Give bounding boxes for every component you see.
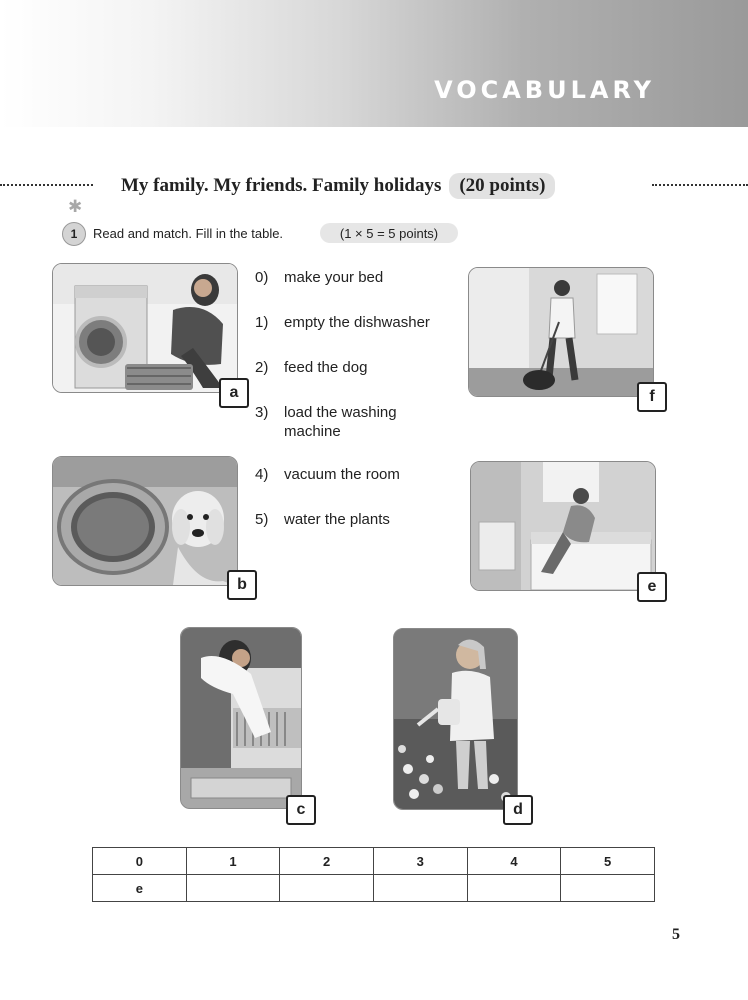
answer-table [92, 847, 655, 902]
table-header-row [93, 848, 655, 875]
item-text: load the washing [284, 404, 397, 421]
table-answer-cell[interactable] [280, 875, 374, 902]
table-answer-cell[interactable] [467, 875, 561, 902]
table-answer-cell[interactable] [373, 875, 467, 902]
photo-label-e: e [637, 572, 667, 602]
item-text: empty the dishwasher [284, 314, 430, 331]
page-number: 5 [672, 926, 680, 943]
section-title [121, 173, 555, 199]
list-item [255, 358, 367, 377]
header-band [0, 0, 748, 127]
table-header-cell: 2 [280, 848, 374, 875]
section-points: (20 points) [449, 173, 555, 199]
section-title-text: My family. My friends. Family holidays [121, 175, 442, 196]
list-item [255, 268, 383, 287]
divider-right [652, 184, 748, 186]
item-text: water the plants [284, 511, 390, 528]
item-number: 5) [255, 511, 269, 528]
divider-left [0, 184, 93, 186]
table-answer-cell[interactable] [561, 875, 655, 902]
list-item [255, 465, 400, 484]
photo-washing-machine [52, 263, 238, 393]
asterisk-icon: ✱ [68, 197, 83, 216]
table-answer-row [93, 875, 655, 902]
table-header-cell: 0 [93, 848, 187, 875]
exercise-number: 1 [62, 222, 86, 246]
photo-label-b: b [227, 570, 257, 600]
exercise-instruction: Read and match. Fill in the table. [93, 226, 284, 241]
table-header-cell: 1 [186, 848, 280, 875]
item-text: make your bed [284, 269, 384, 286]
item-text: feed the dog [284, 359, 368, 376]
photo-label-d: d [503, 795, 533, 825]
list-item [255, 510, 390, 529]
photo-label-a: a [219, 378, 249, 408]
table-answer-cell[interactable] [186, 875, 280, 902]
photo-watering-plants [393, 628, 518, 810]
photo-dog [52, 456, 238, 586]
table-header-cell: 5 [561, 848, 655, 875]
page-title: VOCABULARY [434, 76, 655, 104]
table-header-cell: 4 [467, 848, 561, 875]
list-item [255, 313, 430, 332]
photo-vacuum [468, 267, 654, 397]
item-number: 2) [255, 359, 269, 376]
exercise-score: (1 × 5 = 5 points) [320, 223, 458, 243]
item-number: 1) [255, 314, 269, 331]
list-item [255, 403, 397, 441]
item-number: 3) [255, 404, 269, 421]
photo-making-bed [470, 461, 656, 591]
photo-label-f: f [637, 382, 667, 412]
item-number: 4) [255, 466, 269, 483]
photo-label-c: c [286, 795, 316, 825]
item-text-continued: machine [284, 423, 341, 440]
photo-dishwasher [180, 627, 302, 809]
table-header-cell: 3 [373, 848, 467, 875]
table-answer-cell: e [93, 875, 187, 902]
item-number: 0) [255, 269, 269, 286]
item-text: vacuum the room [284, 466, 400, 483]
